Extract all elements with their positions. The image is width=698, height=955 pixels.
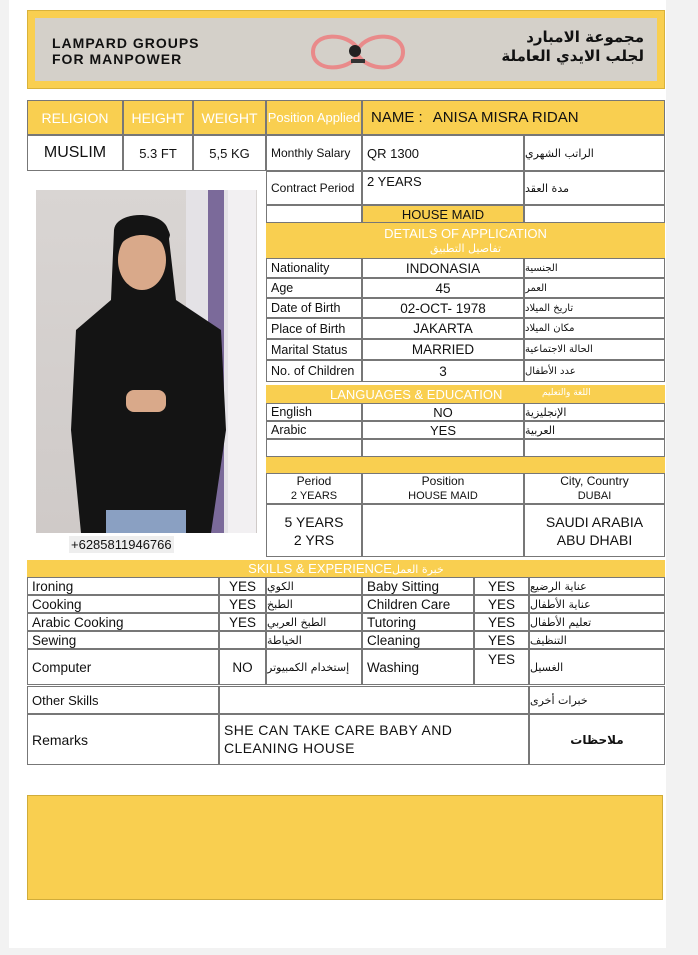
exp-period-header (266, 473, 362, 504)
skills-title-ar: خبرة العمل (391, 563, 444, 576)
weight-value: 5,5 KG (193, 135, 266, 171)
applicant-photo (36, 190, 257, 533)
exp-position-header (362, 473, 524, 504)
skill-label: Baby Sitting (362, 577, 474, 595)
skill-value: YES (219, 595, 266, 613)
salary-label-ar: الراتب الشهري (524, 135, 665, 171)
blank-cell (362, 504, 524, 557)
other-skills-label: Other Skills (27, 686, 219, 714)
detail-label: No. of Children (266, 360, 362, 382)
remarks-value: SHE CAN TAKE CARE BABY AND CLEANING HOUSE (219, 714, 529, 765)
detail-value: 3 (362, 360, 524, 382)
exp-period-2: 2 YRS (293, 531, 335, 548)
skill-label-ar: تعليم الأطفال (529, 613, 665, 631)
skills-title-en: SKILLS & EXPERIENCE (248, 561, 392, 576)
exp-city-header (524, 473, 665, 504)
skill-value: YES (474, 595, 529, 613)
skill-value: YES (474, 577, 529, 595)
exp-period-1: 5 YEARS (284, 513, 344, 530)
skill-label: Computer (27, 649, 219, 685)
skill-value: YES (219, 613, 266, 631)
blank-cell (524, 439, 665, 457)
detail-label-ar: تاريخ الميلاد (524, 298, 665, 318)
blank-cell (362, 439, 524, 457)
blank-cell (266, 439, 362, 457)
language-label: English (266, 403, 362, 421)
header-banner (27, 10, 665, 89)
detail-label-ar: العمر (524, 278, 665, 298)
salary-label: Monthly Salary (266, 135, 362, 171)
name-value: ANISA MISRA RIDAN (432, 109, 579, 126)
height-value: 5.3 FT (123, 135, 193, 171)
skill-label-ar: عناية الأطفال (529, 595, 665, 613)
salary-value: QR 1300 (362, 135, 524, 171)
skill-value: YES (474, 649, 529, 685)
remarks-label: Remarks (27, 714, 219, 765)
exp-sub-period: 2 YEARS (290, 489, 338, 502)
exp-sub-city: DUBAI (577, 489, 612, 502)
skill-label: Ironing (27, 577, 219, 595)
skill-label-ar: الغسيل (529, 649, 665, 685)
exp-col-city: City, Country (560, 473, 629, 488)
contract-value: 2 YEARS (362, 171, 524, 205)
details-title-en: DETAILS OF APPLICATION (384, 226, 547, 241)
application-form (9, 0, 666, 948)
detail-value: JAKARTA (362, 318, 524, 339)
language-value: YES (362, 421, 524, 439)
language-label: Arabic (266, 421, 362, 439)
exp-periods (266, 504, 362, 557)
position-value: HOUSE MAID (362, 205, 524, 223)
languages-title-ar: اللغة والتعليم (542, 388, 591, 398)
phone-number: +6285811946766 (71, 537, 172, 552)
language-label-ar: العربية (524, 421, 665, 439)
skill-value: YES (474, 631, 529, 649)
skill-label: Sewing (27, 631, 219, 649)
company-name-ar: مجموعة الامبارد لجلب الايدي العاملة (501, 28, 644, 65)
footer-box (27, 795, 663, 900)
details-title-ar: تفاصيل التطبيق (429, 242, 502, 255)
company-logo (303, 27, 413, 77)
skill-label: Cleaning (362, 631, 474, 649)
skill-label-ar: التنظيف (529, 631, 665, 649)
skill-label: Cooking (27, 595, 219, 613)
blank-cell (266, 205, 362, 223)
skill-value: YES (474, 613, 529, 631)
skill-label: Washing (362, 649, 474, 685)
spacer-bar (266, 457, 665, 473)
exp-col-period: Period (296, 473, 332, 488)
name-label: NAME : (371, 109, 423, 126)
blank-cell (524, 205, 665, 223)
height-label: HEIGHT (123, 100, 193, 135)
applicant-name (362, 100, 665, 135)
skill-label-ar: الطبخ العربي (266, 613, 362, 631)
religion-label: RELIGION (27, 100, 123, 135)
detail-label-ar: الجنسية (524, 258, 665, 278)
detail-value: 45 (362, 278, 524, 298)
detail-value: MARRIED (362, 339, 524, 360)
skill-label-ar: عناية الرضيع (529, 577, 665, 595)
skill-label: Children Care (362, 595, 474, 613)
exp-city-2: ABU DHABI (556, 531, 633, 548)
skill-label-ar: الطبخ (266, 595, 362, 613)
detail-label: Marital Status (266, 339, 362, 360)
detail-label: Place of Birth (266, 318, 362, 339)
details-header (266, 223, 665, 258)
languages-header (266, 385, 665, 403)
detail-label: Nationality (266, 258, 362, 278)
detail-label-ar: الحالة الاجتماعية (524, 339, 665, 360)
skill-value: NO (219, 649, 266, 685)
company-name-en: LAMPARD GROUPS FOR MANPOWER (52, 35, 200, 67)
languages-title-en: LANGUAGES & EDUCATION (330, 387, 503, 402)
skill-label-ar: إستخدام الكمبيوتر (266, 649, 362, 685)
other-skills-value (219, 686, 529, 714)
exp-city-1: SAUDI ARABIA (545, 513, 644, 530)
skill-value: YES (219, 577, 266, 595)
position-applied-label: Position Applied (266, 100, 362, 135)
remarks-ar: ملاحظات (529, 714, 665, 765)
exp-col-position: Position (421, 473, 465, 488)
language-label-ar: الإنجليزية (524, 403, 665, 421)
exp-cities (524, 504, 665, 557)
religion-value: MUSLIM (27, 135, 123, 171)
contract-label: Contract Period (266, 171, 362, 205)
other-skills-ar: خبرات أخرى (529, 686, 665, 714)
language-value: NO (362, 403, 524, 421)
detail-value: INDONASIA (362, 258, 524, 278)
skill-label: Arabic Cooking (27, 613, 219, 631)
weight-label: WEIGHT (193, 100, 266, 135)
skill-label-ar: الكوي (266, 577, 362, 595)
detail-label: Age (266, 278, 362, 298)
contract-label-ar: مدة العقد (524, 171, 665, 205)
detail-label-ar: مكان الميلاد (524, 318, 665, 339)
detail-label-ar: عدد الأطفال (524, 360, 665, 382)
skills-header (27, 560, 665, 577)
detail-value: 02-OCT- 1978 (362, 298, 524, 318)
exp-sub-position: HOUSE MAID (408, 489, 478, 502)
skill-label: Tutoring (362, 613, 474, 631)
skill-label-ar: الخياطة (266, 631, 362, 649)
skill-value (219, 631, 266, 649)
detail-label: Date of Birth (266, 298, 362, 318)
